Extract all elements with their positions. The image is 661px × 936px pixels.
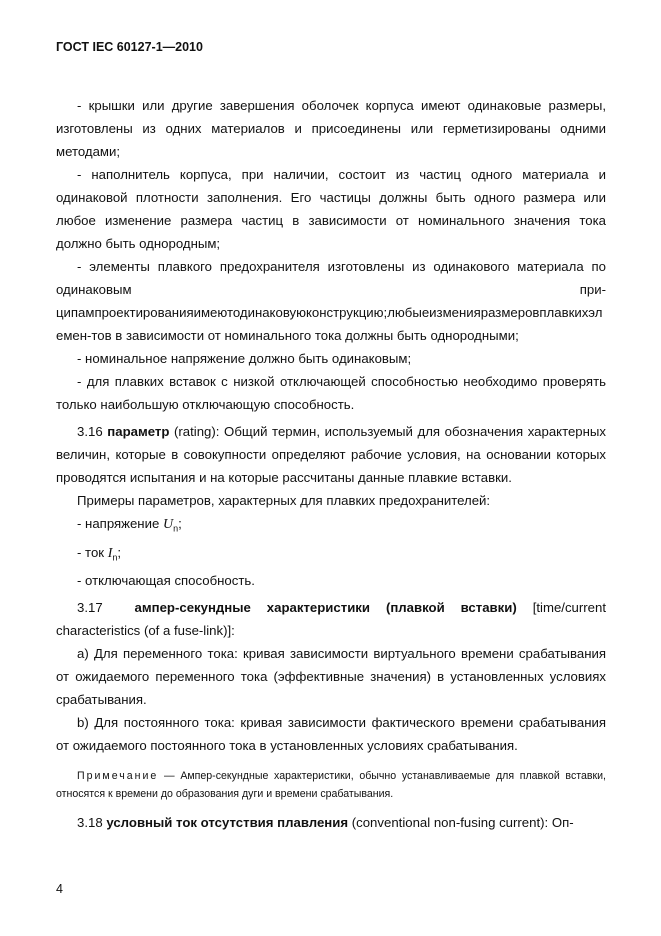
term-definition: (rating): Общий термин, используемый для обозначения характерных величин, которые в совокупности определяют рабочие условия, на основании которых проводятся испытания и на которые рассчитаны данные плавкие вставки.: [56, 424, 606, 485]
page-number: 4: [56, 882, 63, 896]
list-item: - крышки или другие завершения оболочек корпуса имеют одинаковые размеры, изготовлены из одних материалов и присоединены или герметизированы одними методами;: [56, 98, 606, 159]
list-item: - напряжение $U_n$;: [77, 516, 182, 534]
clause-number: 3.17: [77, 600, 103, 616]
list-item: - для плавких вставок с низкой отключающей способностью необходимо проверять только наибольшую отключающую способность.: [56, 374, 606, 412]
term: условный ток отсутствия плавления: [106, 815, 349, 831]
symbol: U: [162, 517, 174, 532]
list-item: - элементы плавкого предохранителя изготовлены из одинакового материала по одинаковым при-: [56, 259, 606, 297]
term-definition: [time/current characteristics (of a fuse-link)]:: [56, 600, 606, 639]
examples-intro: Примеры параметров, характерных для плавких предохранителей:: [77, 493, 491, 508]
list-item: - отключающая способность.: [77, 573, 255, 589]
note-text: — Ампер-секундные характеристики, обычно устанавливаемые для плавкой вставки, относятся к времени до образования дуги и времени срабатывания.: [56, 770, 606, 801]
definition-3-16: [56, 420, 606, 489]
definition-3-18: [56, 811, 606, 834]
clause-number: 3.18: [77, 815, 103, 831]
note-label: Примечание: [77, 770, 159, 783]
list-item: - наполнитель корпуса, при наличии, состоит из частиц одного материала и одинаковой плотности заполнения. Его частицы должны быть одного размера или любое изменение размера частиц в зависимости от номинального значения тока должно быть однородным;: [56, 167, 606, 251]
clause-number: 3.16: [77, 424, 103, 439]
list-item: - ток $I_n$;: [77, 544, 122, 563]
list-item: a) Для переменного тока: кривая зависимости виртуального времени срабатывания от ожидаемого переменного тока (эффективные значения) в установленных условиях срабатывания.: [56, 646, 606, 708]
definition-3-17: [56, 596, 606, 642]
term: параметр: [107, 424, 170, 439]
term-definition: (conventional non-fusing current): Оп-: [351, 815, 574, 831]
list-item: b) Для постоянного тока: кривая зависимости фактического времени срабатывания от ожидаемого постоянного тока в установленных условиях срабатывания.: [56, 715, 606, 754]
note: [56, 767, 606, 803]
symbol: I: [107, 545, 113, 561]
list-item: ципампроектированияимеютодинаковуюконструкцию;любыеизменияразмеровплавкихэлемен-тов в зависимости от номинального тока должны быть однородными;: [56, 305, 603, 343]
list-item: - номинальное напряжение должно быть одинаковым;: [77, 351, 412, 366]
term: ампер-секундные характеристики (плавкой вставки): [134, 600, 517, 616]
page-body: [56, 94, 606, 834]
document-header: ГОСТ IEC 60127-1—2010: [56, 40, 203, 54]
